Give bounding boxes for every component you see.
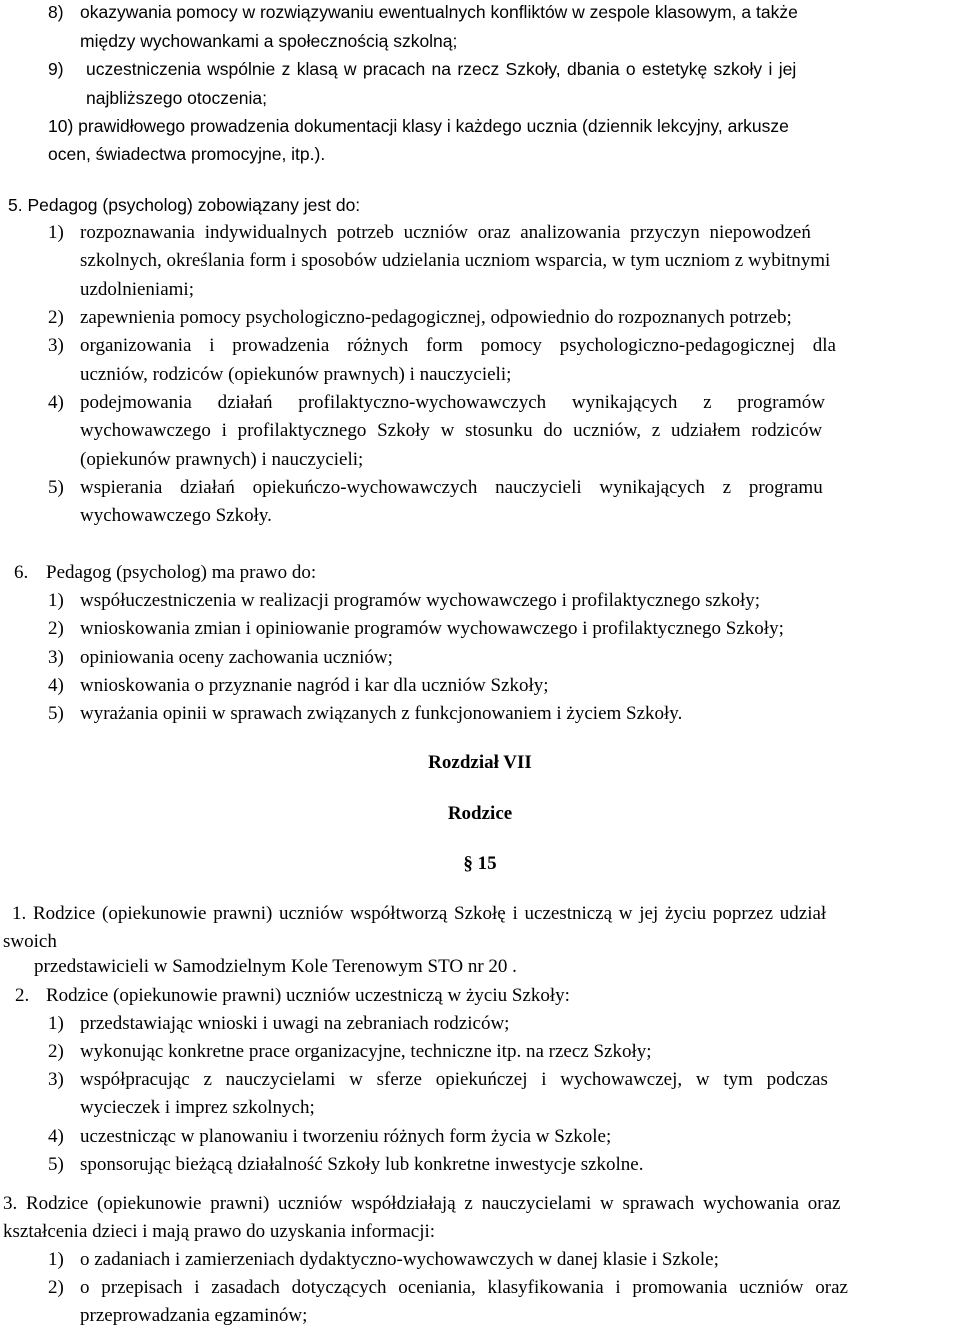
p2-item-1-number: 1) bbox=[48, 1013, 64, 1034]
s5-item-1-line-3: uzdolnieniami; bbox=[80, 279, 194, 300]
p2-item-5-number: 5) bbox=[48, 1154, 64, 1175]
p3-item-2-number: 2) bbox=[48, 1277, 64, 1298]
item-9-line-1: uczestniczenia wspólnie z klasą w pracach na rzecz Szkoły, dbania o estetykę szkoły i jej bbox=[86, 59, 797, 79]
s6-item-5-number: 5) bbox=[48, 703, 64, 724]
item-8-line-1 bbox=[80, 1, 926, 23]
s6-item-5-text: wyrażania opinii w sprawach związanych z funkcjonowaniem i życiem Szkoły. bbox=[80, 703, 683, 724]
s5-item-4-line-3: (opiekunów prawnych) i nauczycieli; bbox=[80, 449, 364, 470]
s6-item-3-number: 3) bbox=[48, 647, 64, 668]
chapter-title: Rozdział VII bbox=[428, 752, 532, 773]
p3-line-2: kształcenia dzieci i mają prawo do uzyskania informacji: bbox=[3, 1221, 436, 1242]
p3-item-2-line-2: przeprowadzania egzaminów; bbox=[80, 1305, 308, 1326]
s6-item-1-number: 1) bbox=[48, 590, 64, 611]
p2-item-4-number: 4) bbox=[48, 1126, 64, 1147]
s6-item-1-text: współuczestniczenia w realizacji programów wychowawczego i profilaktycznego szkoły; bbox=[80, 590, 761, 611]
p2-item-3-line-2: wycieczek i imprez szkolnych; bbox=[80, 1097, 315, 1118]
s5-item-3-line-1: organizowania i prowadzenia różnych form pomocy psychologiczno-pedagogicznej dla bbox=[80, 335, 836, 356]
p2-item-2-number: 2) bbox=[48, 1041, 64, 1062]
p2-item-2-text: wykonując konkretne prace organizacyjne, techniczne itp. na rzecz Szkoły; bbox=[80, 1041, 652, 1062]
section-paragraph-number bbox=[0, 853, 960, 875]
item-10-line-2: ocen, świadectwa promocyjne, itp.). bbox=[48, 144, 326, 164]
s5-item-5-number: 5) bbox=[48, 477, 64, 498]
s6-item-2-number: 2) bbox=[48, 618, 64, 639]
s6-item-4-number: 4) bbox=[48, 675, 64, 696]
item-number: 8) bbox=[48, 2, 64, 22]
p2-item-4-text: uczestnicząc w planowaniu i tworzeniu różnych form życia w Szkole; bbox=[80, 1126, 612, 1147]
item-9-line-2: najbliższego otoczenia; bbox=[86, 88, 267, 108]
p1-line-1: 1. Rodzice (opiekunowie prawni) uczniów współtworzą Szkołę i uczestniczą w jej życiu poprzez udział bbox=[12, 903, 827, 924]
section-6-heading: Pedagog (psycholog) ma prawo do: bbox=[46, 562, 317, 583]
s6-item-2-text: wnioskowania zmian i opiniowanie programów wychowawczego i profilaktycznego Szkoły; bbox=[80, 618, 784, 639]
item-8-line-2: między wychowankami a społecznością szkolną; bbox=[80, 31, 458, 51]
item-8-text-a: okazywania pomocy w rozwiązywaniu ewentualnych konfliktów w zespole klasowym, a także bbox=[80, 2, 798, 22]
s5-item-1-line-2: szkolnych, określania form i sposobów udzielania uczniom wsparcia, w tym uczniom z wybitnymi bbox=[80, 250, 831, 271]
s5-item-1-number: 1) bbox=[48, 222, 64, 243]
p1-line-3: przedstawicieli w Samodzielnym Kole Terenowym STO nr 20 . bbox=[34, 956, 517, 977]
s5-item-5-line-1: wspierania działań opiekuńczo-wychowawczych nauczycieli wynikających z programu bbox=[80, 477, 823, 498]
p1-line-2: swoich bbox=[3, 931, 57, 952]
s5-item-1-line-1: rozpoznawania indywidualnych potrzeb uczniów oraz analizowania przyczyn niepowodzeń bbox=[80, 222, 811, 243]
p3-item-1-number: 1) bbox=[48, 1249, 64, 1270]
p3-line-1: 3. Rodzice (opiekunowie prawni) uczniów współdziałają z nauczycielami w sprawach wychowania oraz bbox=[3, 1193, 841, 1214]
s5-item-2-number: 2) bbox=[48, 307, 64, 328]
section-number: 15 bbox=[477, 853, 497, 874]
item-10-line-1: 10) prawidłowego prowadzenia dokumentacji klasy i każdego ucznia (dziennik lekcyjny, arkusze bbox=[48, 116, 789, 136]
p2-number: 2. bbox=[15, 985, 30, 1006]
list-item-9: 9) bbox=[48, 59, 64, 79]
s5-item-2-line-1: zapewnienia pomocy psychologiczno-pedagogicznej, odpowiednio do rozpoznanych potrzeb; bbox=[80, 307, 792, 328]
s5-item-4-line-1: podejmowania działań profilaktyczno-wychowawczych wynikających z programów bbox=[80, 392, 825, 413]
s6-item-3-text: opiniowania oceny zachowania uczniów; bbox=[80, 647, 393, 668]
list-item-8 bbox=[48, 1, 64, 23]
p3-item-1-text: o zadaniach i zamierzeniach dydaktyczno-wychowawczych w danej klasie i Szkole; bbox=[80, 1249, 719, 1270]
section-sign: § bbox=[463, 853, 473, 874]
s5-item-5-line-2: wychowawczego Szkoły. bbox=[80, 505, 272, 526]
p2-item-3-number: 3) bbox=[48, 1069, 64, 1090]
s6-item-4-text: wnioskowania o przyznanie nagród i kar dla uczniów Szkoły; bbox=[80, 675, 549, 696]
p2-item-3-line-1: współpracując z nauczycielami w sferze opiekuńczej i wychowawczej, w tym podczas bbox=[80, 1069, 828, 1090]
s5-item-3-line-2: uczniów, rodziców (opiekunów prawnych) i nauczycieli; bbox=[80, 364, 512, 385]
p3-item-2-line-1: o przepisach i zasadach dotyczących oceniania, klasyfikowania i promowania uczniów oraz bbox=[80, 1277, 848, 1298]
section-5-heading: 5. Pedagog (psycholog) zobowiązany jest do: bbox=[8, 195, 361, 215]
p2-item-1-text: przedstawiając wnioski i uwagi na zebraniach rodziców; bbox=[80, 1013, 510, 1034]
s5-item-4-line-2: wychowawczego i profilaktycznego Szkoły w stosunku do uczniów, z udziałem rodziców bbox=[80, 420, 823, 441]
chapter-subtitle: Rodzice bbox=[447, 803, 513, 824]
p2-heading: Rodzice (opiekunowie prawni) uczniów uczestniczą w życiu Szkoły: bbox=[46, 985, 570, 1006]
s5-item-4-number: 4) bbox=[48, 392, 64, 413]
section-6-number: 6. bbox=[14, 562, 29, 583]
s5-item-3-number: 3) bbox=[48, 335, 64, 356]
p2-item-5-text: sponsorując bieżącą działalność Szkoły lub konkretne inwestycje szkolne. bbox=[80, 1154, 644, 1175]
